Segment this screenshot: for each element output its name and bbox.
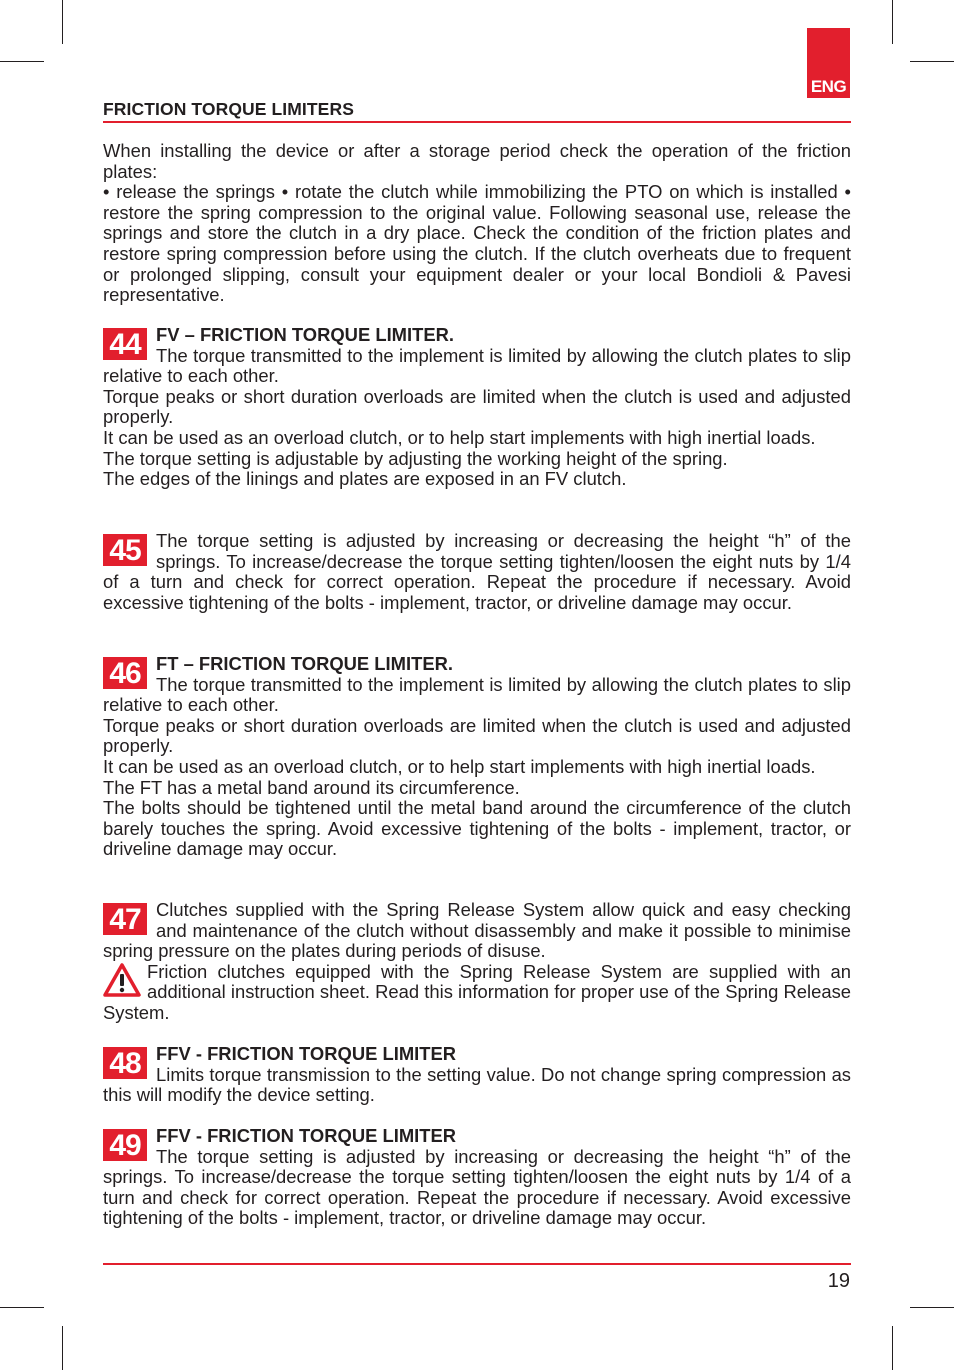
crop-mark [892,0,893,44]
section-heading: FFV - FRICTION TORQUE LIMITER [156,1043,457,1064]
section-45 [103,531,851,613]
crop-mark [0,61,44,62]
section-number-badge: 44 [103,328,147,360]
section-number-badge: 49 [103,1129,147,1161]
title-rule [103,121,851,123]
crop-mark [62,0,63,44]
section-paragraph: The edges of the linings and plates are exposed in an FV clutch. [103,468,627,490]
intro-paragraph: • release the springs • rotate the clutch while immobilizing the PTO on which is installed • restore the spring compression to the original value. Following seasonal use, release the springs and store the clutch in a dry place. Check the condition of the friction plates and restore spring compression before using the clutch. If the clutch overheats due to frequent or prolonged slipping, consult your equipment dealer or your local Bondioli & Pavesi representative. [103,181,851,306]
section-paragraph: Torque peaks or short duration overloads are limited when the clutch is used and adjusted properly. [103,385,851,428]
section-number-badge: 45 [103,534,147,566]
section-paragraph: The torque setting is adjusted by increasing or decreasing the height “h” of the springs. To increase/decrease the torque setting tighten/loosen the eight nuts by 1/4 of a turn and check for correct operation. Repeat the procedure if necessary. Avoid excessive tightening of the bolts - implement, tractor, or driveline damage may occur. [103,1145,851,1229]
section-46 [103,654,851,860]
section-number-badge: 47 [103,903,147,935]
footer-rule [103,1263,851,1265]
section-paragraph: The bolts should be tightened until the metal band around the circumference of the clutch barely touches the spring. Avoid excessive tightening of the bolts - implement, tractor, or driveline damage may occur. [103,797,851,860]
section-paragraph: The torque setting is adjustable by adjusting the working height of the spring. [103,447,728,469]
crop-mark [910,61,954,62]
section-47 [103,900,851,1024]
section-heading: FFV - FRICTION TORQUE LIMITER [156,1125,457,1146]
language-tab [807,28,850,98]
crop-mark [910,1307,954,1308]
section-paragraph: The torque transmitted to the implement is limited by allowing the clutch plates to slip relative to each other. [103,344,851,387]
section-44 [103,325,851,490]
section-heading: FV – FRICTION TORQUE LIMITER. [156,324,455,345]
warning-icon [102,962,142,998]
language-label: ENG [810,77,847,96]
section-number-badge: 46 [103,657,147,689]
section-paragraph: It can be used as an overload clutch, or to help start implements with high inertial loads. [103,755,816,777]
crop-mark [0,1307,44,1308]
section-paragraph: Torque peaks or short duration overloads are limited when the clutch is used and adjusted properly. [103,714,851,757]
intro-paragraph: When installing the device or after a storage period check the operation of the friction plates: [103,140,851,182]
section-paragraph: The FT has a metal band around its circumference. [103,776,520,798]
section-paragraph: Clutches supplied with the Spring Release System allow quick and easy checking and maintenance of the clutch without disassembly and make it possible to minimise spring pressure on the plates during periods of disuse. [103,899,851,962]
crop-mark [892,1326,893,1370]
page-number: 19 [827,1270,850,1292]
warning-text: Friction clutches equipped with the Spring Release System are supplied with an additional instruction sheet. Read this information for proper use of the Spring Release System. [103,960,851,1023]
intro-block [103,141,851,306]
section-paragraph: It can be used as an overload clutch, or to help start implements with high inertial loads. [103,426,816,448]
crop-mark [62,1326,63,1370]
section-paragraph: Limits torque transmission to the setting value. Do not change spring compression as this will modify the device setting. [103,1063,851,1106]
section-heading: FT – FRICTION TORQUE LIMITER. [156,653,453,674]
page-title: FRICTION TORQUE LIMITERS [103,99,354,119]
section-49 [103,1126,851,1229]
section-paragraph: The torque setting is adjusted by increasing or decreasing the height “h” of the springs. To increase/decrease the torque setting tighten/loosen the eight nuts by 1/4 of a turn and check for correct operation. Repeat the procedure if necessary. Avoid excessive tightening of the bolts - implement, tractor, or driveline damage may occur. [103,530,851,613]
section-48 [103,1044,851,1106]
section-paragraph: The torque transmitted to the implement is limited by allowing the clutch plates to slip relative to each other. [103,673,851,716]
section-number-badge: 48 [103,1047,147,1079]
